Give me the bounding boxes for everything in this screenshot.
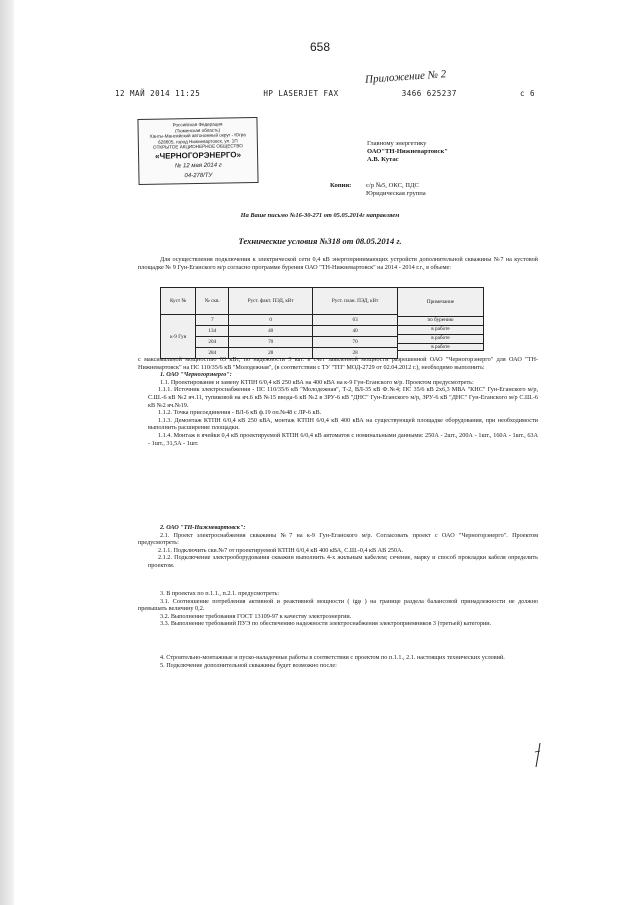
item-1-1-3: 1.1.3. Демонтаж КТПН 6/0,4 кВ 250 кВА, монтаж КТПН 6/0,4 кВ 400 кВА на существующей площадке оборудования, при необходимости выполнить расширение площадки. <box>148 416 538 432</box>
table-note: в работе <box>431 344 450 350</box>
para-after-table: с максимальной мощностью 63 кВт, по надежности 3 кат. в счет заявленной мощности разрешенной ОАО "Черногорэнерго" для ОАО "ТН-Нижневартовск" на ПС 110/35/6 кВ "Молодежная", (в соответствии с ТУ "ТП" МОД-2729 от 02.04.2012 г.), необходимо выполнить: <box>138 356 538 371</box>
stamp-company: «ЧЕРНОГОРЭНЕРГО» <box>155 150 242 161</box>
section-1 <box>138 356 538 447</box>
stamp-line: 628605, город Нижневартовск, ул. 1П <box>158 138 238 145</box>
table-cell: 204 <box>196 337 229 348</box>
item-2-1-1: 2.1.1. Подключить скв.№7 от проектируемой КТПН 6/0,4 кВ 400 кВА, С.Ш.-0,4 кВ АВ 250А. <box>158 546 404 554</box>
stamp-date: № 12 мая 2014 г <box>174 162 222 170</box>
section-4-5 <box>138 654 538 669</box>
table-cell: 7 <box>196 315 229 326</box>
fax-device: HP LASERJET FAX <box>263 89 339 98</box>
stamp-reg-number: 04-278/ТУ <box>184 172 213 180</box>
item-1-1-4: 1.1.4. Монтаж в ячейки 0,4 кВ проектируемой КТПН 6/0,4 кВ автоматов с номинальными данными: 250А - 2шт., 200А - 1шт., 160А - 1шт., 63А - 1шт., 31,5А - 1шт. <box>148 431 538 447</box>
table-header: Руст. факт. ПЭД, кВт <box>229 288 313 315</box>
table-note: в работе <box>398 326 483 335</box>
table-header: Примечание <box>398 288 483 317</box>
table-row <box>161 337 398 348</box>
response-reference: На Ваше письмо №16-30-271 от 05.05.2014г направляем <box>240 212 400 219</box>
item-3-2: 3.2. Выполнение требования ГОСТ 13109-97 к качеству электроэнергии. <box>160 612 352 620</box>
table-cell: 70 <box>229 337 313 348</box>
stamp-line: (Тюменская область) <box>175 127 221 133</box>
binder-strip <box>0 0 14 905</box>
item-1-1: 1.1. Проектирование и замену КТПН 6/0,4 кВ 250 кВА на 400 кВА на к-9 Гун-Еганского м/р. Проектом предусмотреть: <box>160 378 474 386</box>
fax-date: 12 МАЙ 2014 11:25 <box>115 89 201 98</box>
table-cell: 63 <box>313 315 398 326</box>
handwritten-note: Приложение № 2 <box>364 68 447 86</box>
fax-page: с 6 <box>519 89 535 98</box>
table-cell: 28 <box>313 348 398 359</box>
table-row <box>161 326 398 337</box>
table-header: Руст. план. ПЭД, кВт <box>313 288 398 315</box>
table-cell: 284 <box>196 348 229 359</box>
item-5: 5. Подключение дополнительной скважины будет возможно после: <box>160 661 337 669</box>
item-2-1: 2.1. Проект электроснабжения скважины №7 на к-9 Гун-Еганского м/р. Согласовать проект с ОАО "Черногорэнерго". Проектом предусмотреть: <box>138 531 538 547</box>
table-header-row <box>161 288 398 315</box>
intro-text: Для осуществления подключения к электрической сети 0,4 кВ энергопринимающих устройств дополнительной скважины №7 на кустовой площадке № 9 Гун-Еганского м/р согласно программе бурения ОАО "ТН-Нижневартовск" на 2014 - 2014 г.г., в объеме: <box>138 256 538 271</box>
table-note: по бурению <box>398 317 483 326</box>
company-stamp <box>137 117 258 185</box>
item-1-1-2: 1.1.2. Точка присоединения - ВЛ-6 кВ ф.19 оп.№48 с ЛР-6 кВ. <box>158 409 322 417</box>
item-2-1-2: 2.1.2. Подключение электрооборудования скважин выполнить 4-х жильным кабелем; сечение, марку и способ прокладки кабеля определить проектом. <box>148 554 538 569</box>
intro-paragraph <box>138 256 538 271</box>
addressee-org: ОАО"ТН-Нижневартовск" <box>367 148 448 156</box>
fax-phone: 3466 625237 <box>401 89 457 98</box>
table-cell: 70 <box>313 337 398 348</box>
table-cell: 40 <box>313 326 398 337</box>
table-cell: 40 <box>229 326 313 337</box>
copies-label: Копии: <box>330 182 352 189</box>
addressee-line: Главному энергетику <box>367 140 427 147</box>
table-cell: 0 <box>229 315 313 326</box>
stamp-label: ОТКРЫТОЕ АКЦИОНЕРНОЕ ОБЩЕСТВО <box>152 143 243 151</box>
copies-line: Юридическая группа <box>366 190 426 198</box>
table-header: Куст № <box>161 288 196 315</box>
table-notes-column <box>398 287 484 351</box>
handwritten-mark-icon <box>534 742 542 768</box>
table-cell: 134 <box>196 326 229 337</box>
section-3 <box>138 590 538 628</box>
table-cell: 28 <box>229 348 313 359</box>
section-3-title: 3. В проектах по п.1.1., п.2.1. предусмотреть: <box>160 590 279 597</box>
copies-block <box>330 182 426 198</box>
item-3-1: 3.1. Соотношение потребления активной и реактивной мощности ( tgφ ) на границе раздела балансовой принадлежности не должно превышать величину 0,2. <box>138 597 538 613</box>
item-1-1-1: 1.1.1. Источник электроснабжения - ПС 110/35/6 кВ "Молодежная", Т-2, ВЛ-35 кВ Ф.№4; ПС 35/6 кВ 2х6,3 МВА "КНС" Гун-Еганского м/р, С.Ш.-6 кВ №2 яч.11, тупиковой на яч.6 кВ №15 ввода-6 кВ №2 в ЗРУ-6 кВ "ДНС" Гун-Еганского м/р, ЗРУ-6 кВ "ДНС" Гун-Еганского м/р С.Ш.-6 кВ №2 яч.№19. <box>148 386 538 409</box>
section-1-title: 1. ОАО "Черногорэнерго": <box>160 371 232 379</box>
fax-header <box>115 89 535 98</box>
table-header: № скв. <box>196 288 229 315</box>
section-2-title: 2. ОАО "ТН-Нижневартовск": <box>160 524 246 531</box>
table-cell-kust: к-9 Гун <box>161 315 196 359</box>
section-2 <box>138 524 538 570</box>
addressee-block <box>367 140 448 165</box>
copies-line: с/р №5, ОКС, ПДС <box>366 182 419 189</box>
page-number: 658 <box>309 40 331 54</box>
item-4: 4. Строительно-монтажные и пуско-наладочные работы в соответствии с проектом по п.1.1., 2.1. настоящих технических условий. <box>160 654 505 661</box>
item-3-3: 3.3. Выполнение требований ПУЭ по обеспечению надежности электроснабжения электроприемников 3 (третьей) категории. <box>160 620 492 628</box>
stamp-line: Ханты-Мансийский автономный округ - Югра <box>149 132 246 140</box>
addressee-name: А.В. Кутас <box>367 156 399 164</box>
capacity-table <box>160 287 398 359</box>
table-row <box>161 315 398 326</box>
table-note: в работе <box>398 335 483 344</box>
stamp-line: Российская Федерация <box>172 121 223 128</box>
document-title: Технические условия №318 от 08.05.2014 г. <box>238 236 402 246</box>
